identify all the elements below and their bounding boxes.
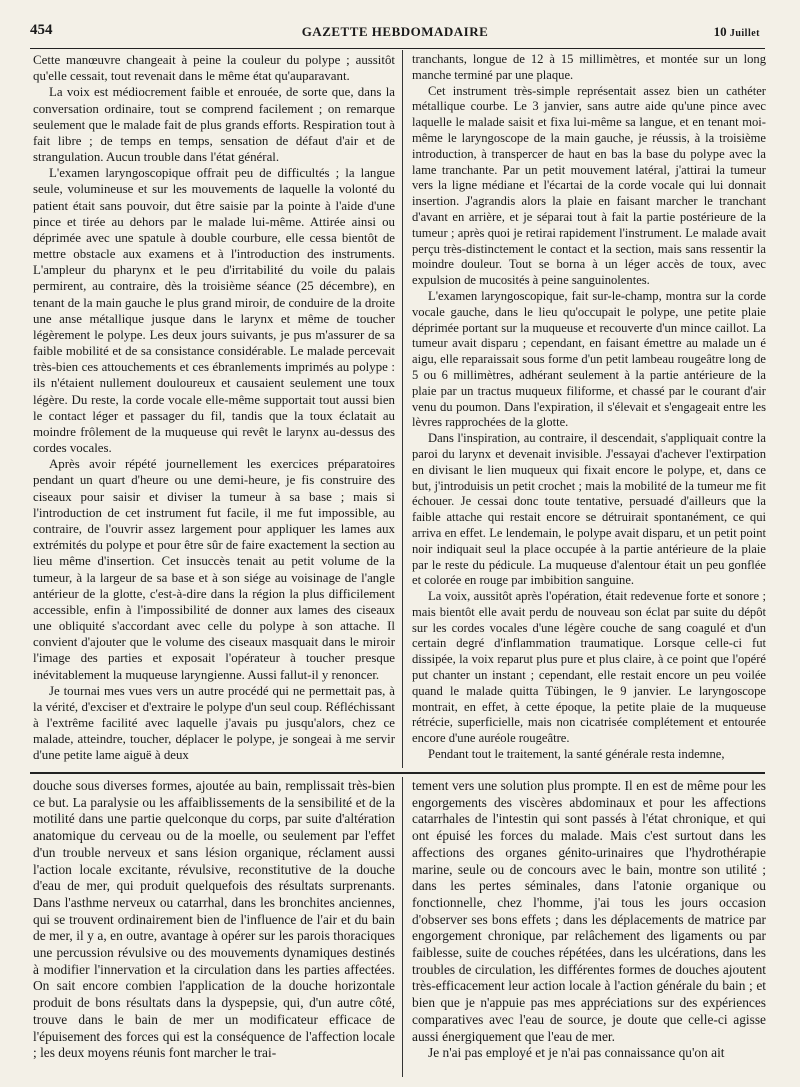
paragraph: Je n'ai pas employé et je n'ai pas connaissance qu'on ait — [428, 1045, 725, 1061]
section-divider — [30, 772, 765, 774]
page-number: 454 — [30, 22, 53, 38]
paragraph: tement vers une solution plus prompte. Il en est de même pour les engorgements des viscères abdominaux et pour les affections catarrhales de l'intestin qui sont passés à l'état chronique, et qui ont épuisé les forces du malade. Mais c'est surtout dans les affections des organes génito-urinaires que l'hydrothérapie marine, seule ou de concours avec le bain, montre son utilité ; dans les pertes séminales, dans l'atonie organique ou fonctionnelle, chez l'homme, j'ai tous les jours occasion d'observer ses bons effets ; dans les déplacements de matrice par engorgement chronique, par relâchement des ligaments ou par faiblesse, suite de couches répétées, dans les ulcérations, dans les troubles de circulation, les différentes formes de douches ajoutent très-efficacement leur action locale à l'action générale du bain ; et bien que je n'appuie pas mes appréciations sur des expériences comparatives avec l'eau de source, je doute que celle-ci agisse aussi énergiquement que l'eau de mer. — [412, 778, 766, 1044]
paragraph: Pendant tout le traitement, la santé générale resta indemne, — [428, 747, 725, 762]
upper-left-column — [33, 52, 395, 764]
lower-left-column — [33, 778, 395, 1062]
publication-title: GAZETTE HEBDOMADAIRE — [301, 24, 489, 39]
paragraph: Dans l'inspiration, au contraire, il descendait, s'appliquait contre la paroi du larynx et devenait invisible. J'essayai d'achever l'extirpation en divisant le lien muqueux qui fixait encore le polype, et, dans ce but, j'introduisis un petit crochet ; mais la mobilité de la tumeur me fit échouer. Je cessai donc toute tentative, persuadé d'ailleurs que la faible attache qui restait encore se détruirait spontanément, ce qui arriva en effet. Le lendemain, le polype avait disparu, et un petit point noir indiquait seul la place occupée à la partie antérieure de la plaie par le reste du pédicule. La muqueuse d'alentour était un peu gonflée et colorée en rouge par imbibition sanguine. — [412, 431, 766, 588]
issue-date-month: Juillet — [729, 28, 760, 39]
issue-date — [714, 24, 760, 40]
header-rule — [30, 48, 765, 49]
paragraph: La voix est médiocrement faible et enrouée, de sorte que, dans la conversation ordinaire, tout se comprend facilement ; on remarque seulement que le malade fait de plus grands efforts. Respiration tout à fait libre ; de temps en temps, sensation de défaut d'air et de strangulation. Aucun trouble dans l'état général. — [33, 85, 395, 165]
lower-right-column — [412, 778, 766, 1062]
paragraph: Cette manœuvre changeait à peine la couleur du polype ; aussitôt qu'elle cessait, tout revenait dans le même état qu'auparavant. — [33, 53, 395, 84]
column-divider-upper — [402, 50, 403, 768]
paragraph: L'examen laryngoscopique, fait sur-le-champ, montra sur la corde vocale gauche, dans le lieu qu'occupait le polype, une petite plaie déprimée portant sur la muqueuse et recouverte d'un mince caillot. La tumeur avait disparu ; cependant, en faisant émettre au malade un é aigu, elle reparaissait sous forme d'un petit lambeau rougeâtre long de 5 ou 6 millimètres, adhérant seulement à la partie antérieure de la plaie par un tractus muqueux filiforme, et chassé par le courant d'air venu du poumon. Dans l'expiration, il s'élevait et s'engageait entre les lèvres rapprochées de la glotte. — [412, 288, 766, 430]
page-header — [30, 22, 760, 44]
paragraph: Je tournai mes vues vers un autre procédé qui ne permettait pas, à la vérité, d'exciser et d'extraire le polype d'un seul coup. Réfléchissant à l'extrême facilité avec laquelle j'avais pu jusqu'alors, chez ce malade, atteindre, toucher, déplacer le polype, je songeai à me servir d'une petite lame aiguë à deux — [33, 683, 395, 763]
paragraph: Cet instrument très-simple représentait assez bien un cathéter métallique courbe. Le 3 janvier, sans autre aide qu'une pince avec laquelle le malade saisit et fixa lui-même sa langue, et en tenant moi-même le laryngoscope de la main gauche, je réussis, à la troisième introduction, à transpercer de haut en bas la base du polype avec la lame tranchante. Par un petit mouvement latéral, j'attirai la tumeur vers la ligne médiane et l'écartai de la corde vocale qui lui donnait insertion. J'agrandis alors la plaie en faisant marcher le tranchant d'avant en arrière, et je séparai tout à fait la partie postérieure de la tumeur ; après quoi je retirai rapidement l'instrument. Le malade avait perçu très-distinctement le contact et la section, mais sans ressentir la moindre douleur. Tout se borna à un léger accès de toux, avec expulsion de mucosités à peine sanguinolentes. — [412, 83, 766, 288]
paragraph: tranchants, longue de 12 à 15 millimètres, et montée sur un long manche terminé par une plaque. — [412, 52, 766, 82]
paragraph: L'examen laryngoscopique offrait peu de difficultés ; la langue seule, volumineuse et sur les mouvements de laquelle la volonté du patient était sans pouvoir, dut être saisie par la pointe à l'aide d'une pince et tirée au dehors par le malade lui-même. Attirée ainsi ou déprimée avec une spatule à double courbure, elle cessa bientôt de mettre obstacle aux examens et à l'introduction des instruments. L'ampleur du pharynx et le peu d'irritabilité du voile du palais permirent, au contraire, dès la troisième séance (25 décembre), en tenant de la main gauche le plus grand miroir, de conduire de la droite une anse métallique jusque dans le larynx et même de toucher légèrement le polype. Les deux jours suivants, je pus m'assurer de sa faible mobilité et de sa consistance considérable. Le malade percevait très-bien ces attouchements et ces ébranlements imprimés au polype : ils n'étaient nullement douloureux et causaient seulement une toux légère. Du reste, la corde vocale elle-même supportait tout aussi bien le contact léger et passager du fil, tandis que la toux éclatait au moindre frôlement de la muqueuse qui revêt le larynx au-dessus des cordes vocales. — [33, 166, 395, 456]
upper-right-column — [412, 52, 766, 763]
paragraph: La voix, aussitôt après l'opération, était redevenue forte et sonore ; mais bientôt elle avait perdu de nouveau son éclat par suite du dépôt sur les cordes vocales d'une légère couche de sang coagulé et d'un certain degré d'inflammation traumatique. Lorsque celle-ci fut dissipée, la voix reparut plus pure et plus claire, à ce point que l'opéré put chanter un instant ; cependant, elle restait encore un peu voilée quand le malade quitta Tübingen, le 9 janvier. Le laryngoscope montrait, en effet, à cette époque, la petite plaie de la muqueuse rétrécie, superficielle, mais non cicatrisée complétement et entourée encore d'une auréole rougeâtre. — [412, 589, 766, 746]
column-divider-lower — [402, 777, 403, 1077]
paragraph: douche sous diverses formes, ajoutée au bain, remplissait très-bien ce but. La paralysie ou les affaiblissements de la sensibilité et de la motilité dans une partie quelconque du corps, par suite d'altération anatomique du cerveau ou de la moelle, ou seulement par l'effet d'un trouble nerveux et sans lésion organique, réclament aussi l'action locale excitante, révulsive, reconstitutive de la douche d'eau de mer, qui produit quelquefois des résultats surprenants. Dans l'asthme nerveux ou catarrhal, dans les bronchites anciennes, qui se trouvent ordinairement bien de l'influence de l'air et du bain de mer, il y a, en outre, avantage à opérer sur les parois thoraciques une percussion révulsive ou des mouvements dynamiques destinés à modifier l'innervation et la circulation dans les parties affectées. On sait encore combien l'application de la douche horizontale produit de bons résultats dans la dyspepsie, qui, d'un autre côté, trouve dans le bain de mer un modificateur efficace de l'épuisement des forces qui est la conséquence de l'affection locale ; les deux moyens réunis font marcher le trai- — [33, 778, 395, 1061]
issue-date-day: 10 — [713, 24, 727, 39]
paragraph: Après avoir répété journellement les exercices préparatoires pendant un quart d'heure ou une demi-heure, je fis construire des ciseaux pour saisir et diviser la tumeur à sa base ; mais si l'introduction de cet instrument fut facile, il me fut impossible, au contraire, de l'ouvrir assez largement pour appliquer les lames aux extrémités du polype et pour être sûr de faire exactement la section au lieu même d'insertion. Cet insuccès tenait au petit volume de la tumeur, à la largeur de sa base et à son siége au voisinage de l'angle antérieur de la glotte, c'est-à-dire dans la région la plus difficilement accessible, enfin à l'impossibilité de donner aux lames des ciseaux une obliquité s'accordant avec celle du polype à son attache. Il convient d'ajouter que le volume des ciseaux masquait dans le miroir l'image des parties et exposait l'opérateur à toucher presque inévitablement la muqueuse laryngienne. Aussi fallut-il y renoncer. — [33, 457, 395, 682]
